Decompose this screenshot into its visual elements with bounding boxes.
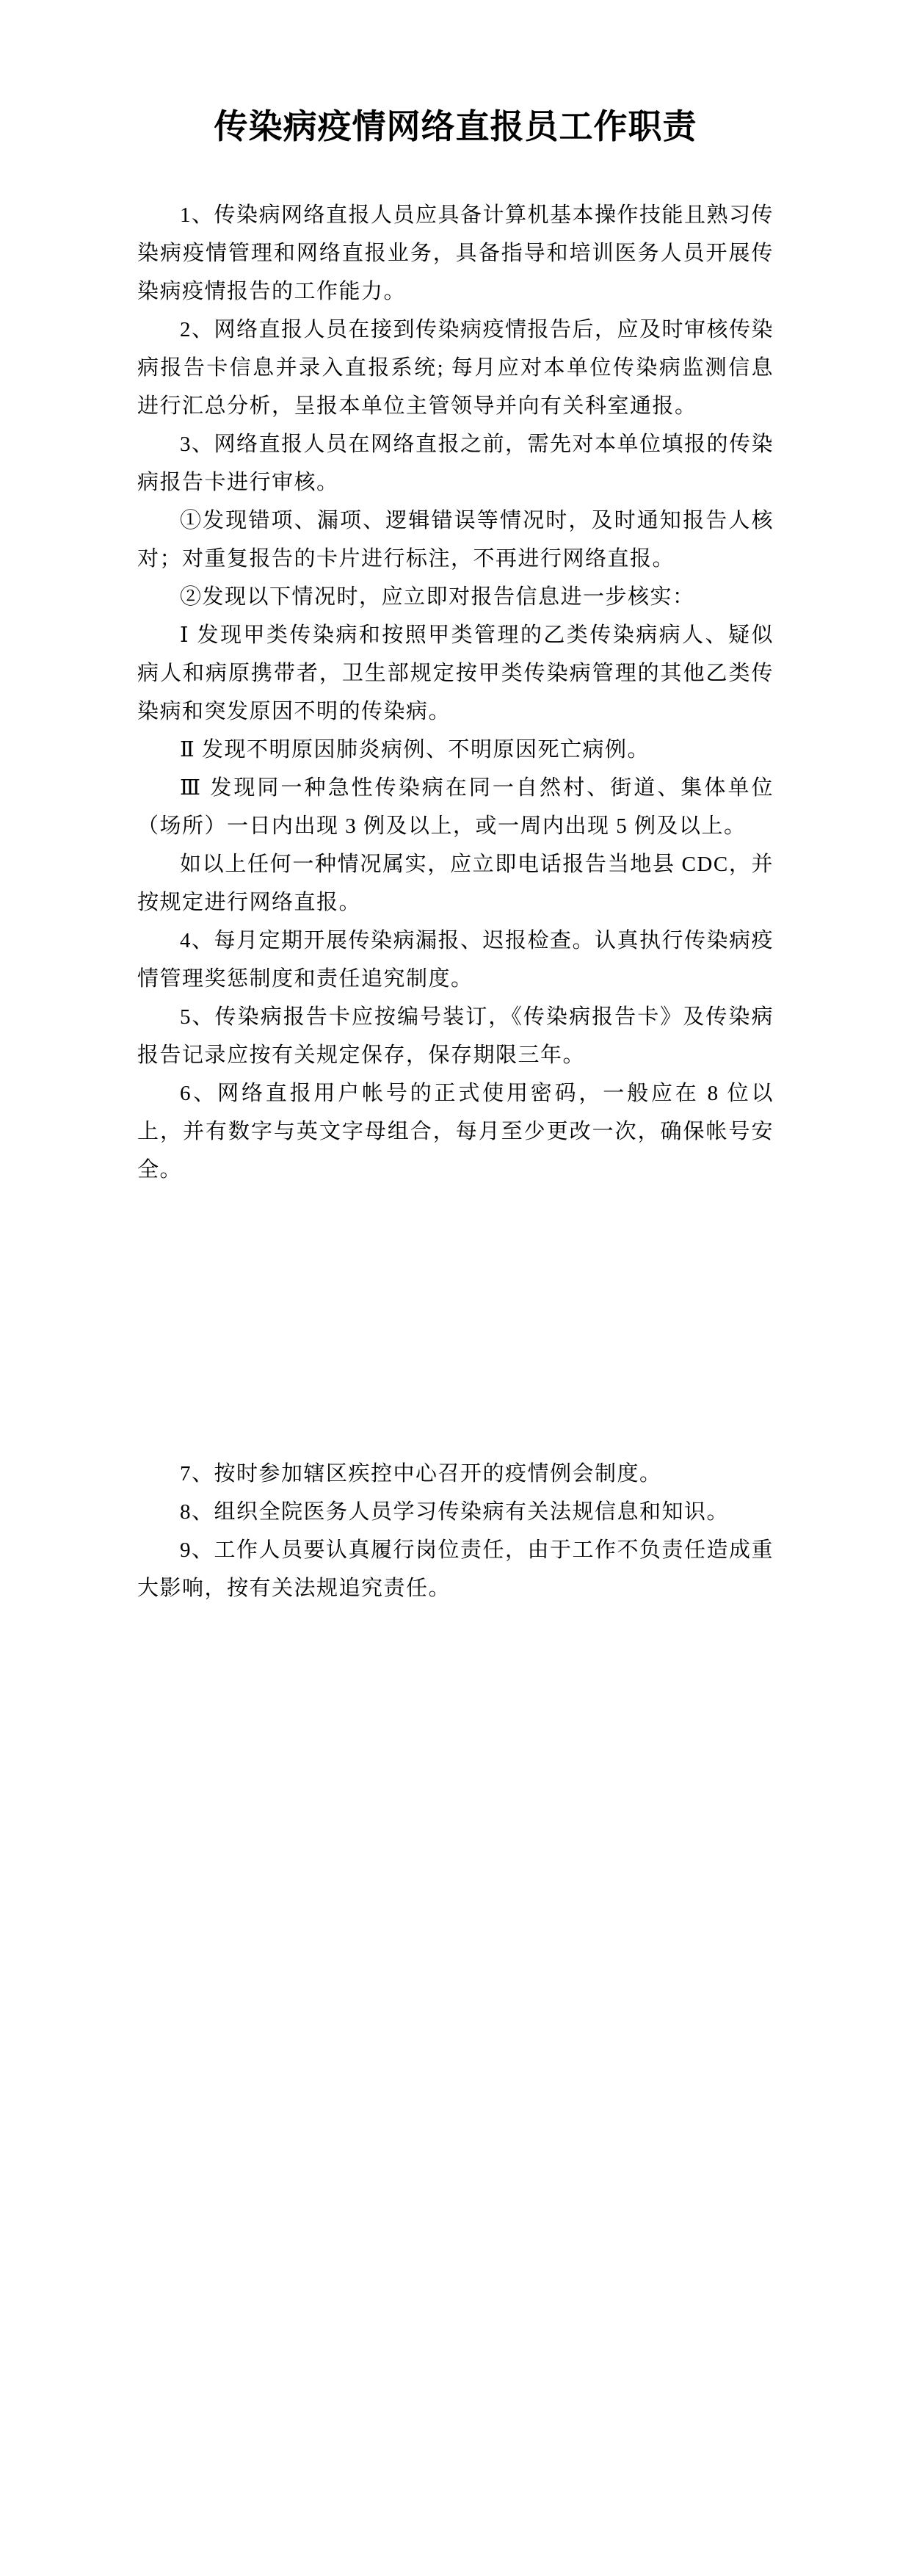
paragraph-1: 1、传染病网络直报人员应具备计算机基本操作技能且熟习传染病疫情管理和网络直报业务，具备指导和培训医务人员开展传染病疫情报告的工作能力。: [137, 203, 774, 303]
paragraph-3-subitem-1: ①发现错项、漏项、逻辑错误等情况时，及时通知报告人核对；对重复报告的卡片进行标注，不再进行网络直报。: [137, 509, 774, 571]
blank-space: [137, 1189, 774, 1455]
paragraph-7: 7、按时参加辖区疾控中心召开的疫情例会制度。: [180, 1462, 662, 1486]
document-body: [137, 196, 774, 1607]
paragraph-6: 6、网络直报用户帐号的正式使用密码，一般应在 8 位以上，并有数字与英文字母组合，每月至少更改一次，确保帐号安全。: [137, 1082, 774, 1182]
paragraph-3-note: 如以上任何一种情况属实，应立即电话报告当地县 CDC，并按规定进行网络直报。: [137, 853, 774, 914]
paragraph-3-case-1: Ⅰ 发现甲类传染病和按照甲类管理的乙类传染病病人、疑似病人和病原携带者，卫生部规定按甲类传染病管理的其他乙类传染病和突发原因不明的传染病。: [137, 623, 774, 723]
paragraph-3: 3、网络直报人员在网络直报之前，需先对本单位填报的传染病报告卡进行审核。: [137, 433, 774, 494]
document-title: 传染病疫情网络直报员工作职责: [214, 108, 697, 145]
paragraph-3-case-2: Ⅱ 发现不明原因肺炎病例、不明原因死亡病例。: [180, 738, 650, 761]
paragraph-4: 4、每月定期开展传染病漏报、迟报检查。认真执行传染病疫情管理奖惩制度和责任追究制度。: [137, 929, 774, 991]
paragraph-8: 8、组织全院医务人员学习传染病有关法规信息和知识。: [180, 1500, 730, 1524]
paragraph-3-case-3: Ⅲ 发现同一种急性传染病在同一自然村、街道、集体单位（场所）一日内出现 3 例及以上，或一周内出现 5 例及以上。: [137, 776, 774, 838]
paragraph-2: 2、网络直报人员在接到传染病疫情报告后，应及时审核传染病报告卡信息并录入直报系统; 每月应对本单位传染病监测信息进行汇总分析，呈报本单位主管领导并向有关科室通报。: [137, 318, 774, 418]
paragraph-9: 9、工作人员要认真履行岗位责任，由于工作不负责任造成重大影响，按有关法规追究责任。: [137, 1538, 774, 1600]
paragraph-3-subitem-2: ②发现以下情况时，应立即对报告信息进一步核实：: [180, 585, 695, 609]
paragraph-5: 5、传染病报告卡应按编号装订，《传染病报告卡》及传染病报告记录应按有关规定保存，保存期限三年。: [137, 1005, 774, 1067]
